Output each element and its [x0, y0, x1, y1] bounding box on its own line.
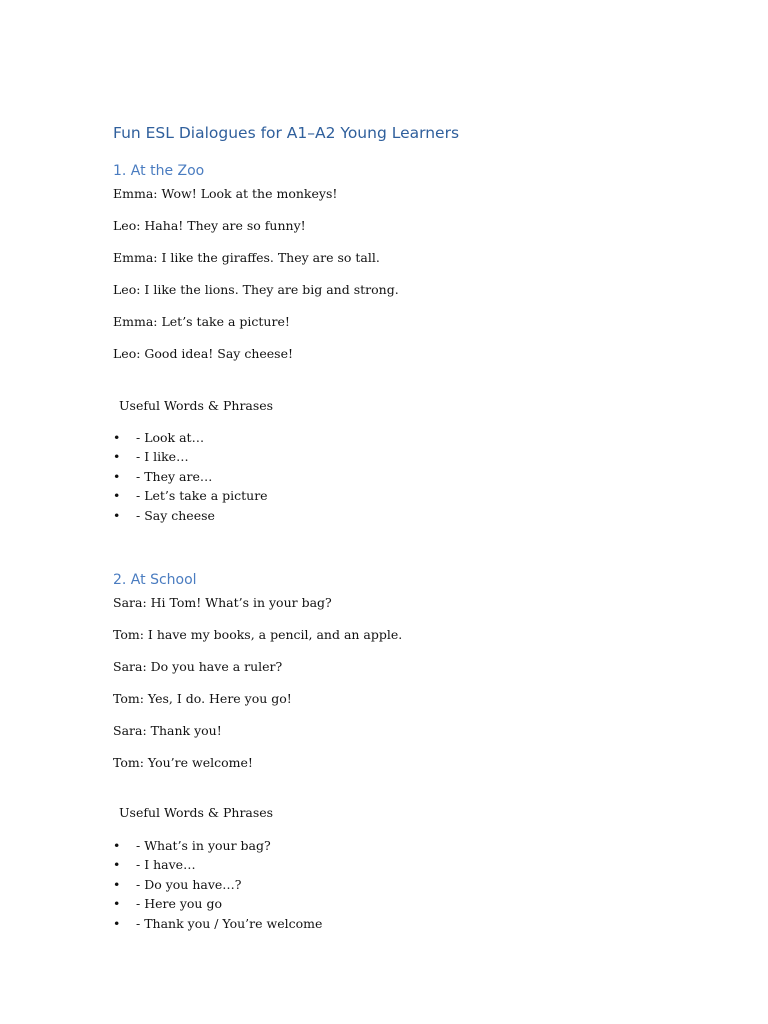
dialogue-line: Tom: You’re welcome!	[113, 755, 253, 770]
useful-phrases-heading: Useful Words & Phrases	[119, 805, 274, 820]
dialogue-line: Emma: Let’s take a picture!	[113, 314, 290, 329]
bullet-icon: •	[113, 915, 121, 931]
dialogue-line: Emma: Wow! Look at the monkeys!	[113, 186, 338, 201]
bullet-icon: •	[113, 468, 121, 484]
list-item-text: - Look at…	[136, 430, 205, 445]
list-item-text: - I have…	[136, 857, 196, 873]
list-item-text: - Let’s take a picture	[136, 488, 268, 504]
bullet-icon: •	[113, 430, 121, 445]
bullet-icon: •	[113, 488, 121, 504]
list-item-text: - I like…	[136, 449, 189, 465]
dialogue-line: Leo: Haha! They are so funny!	[113, 218, 306, 233]
list-item-text: - Do you have…?	[136, 876, 242, 892]
list-item-text: - Thank you / You’re welcome	[136, 915, 323, 931]
list-item-text: - Here you go	[136, 896, 222, 912]
bullet-icon: •	[113, 896, 121, 912]
bullet-icon: •	[113, 838, 121, 853]
dialogue-line: Leo: Good idea! Say cheese!	[113, 346, 293, 361]
dialogue-line: Sara: Do you have a ruler?	[113, 659, 283, 674]
document-title: Fun ESL Dialogues for A1–A2 Young Learners	[113, 124, 460, 142]
section-heading: 1. At the Zoo	[113, 163, 205, 179]
dialogue-line: Sara: Thank you!	[113, 723, 222, 738]
bullet-icon: •	[113, 507, 121, 523]
dialogue-line: Leo: I like the lions. They are big and strong.	[113, 282, 399, 297]
bullet-icon: •	[113, 857, 121, 873]
dialogue-line: Sara: Hi Tom! What’s in your bag?	[113, 595, 332, 610]
useful-phrases-heading: Useful Words & Phrases	[119, 398, 274, 413]
list-item-text: - Say cheese	[136, 507, 215, 523]
bullet-icon: •	[113, 449, 121, 465]
dialogue-line: Tom: I have my books, a pencil, and an apple.	[113, 627, 403, 642]
bullet-icon: •	[113, 876, 121, 892]
list-item-text: - What’s in your bag?	[136, 838, 271, 853]
dialogue-line: Emma: I like the giraffes. They are so tall.	[113, 250, 380, 265]
section-heading: 2. At School	[113, 572, 197, 588]
list-item-text: - They are…	[136, 468, 213, 484]
dialogue-line: Tom: Yes, I do. Here you go!	[113, 691, 292, 706]
